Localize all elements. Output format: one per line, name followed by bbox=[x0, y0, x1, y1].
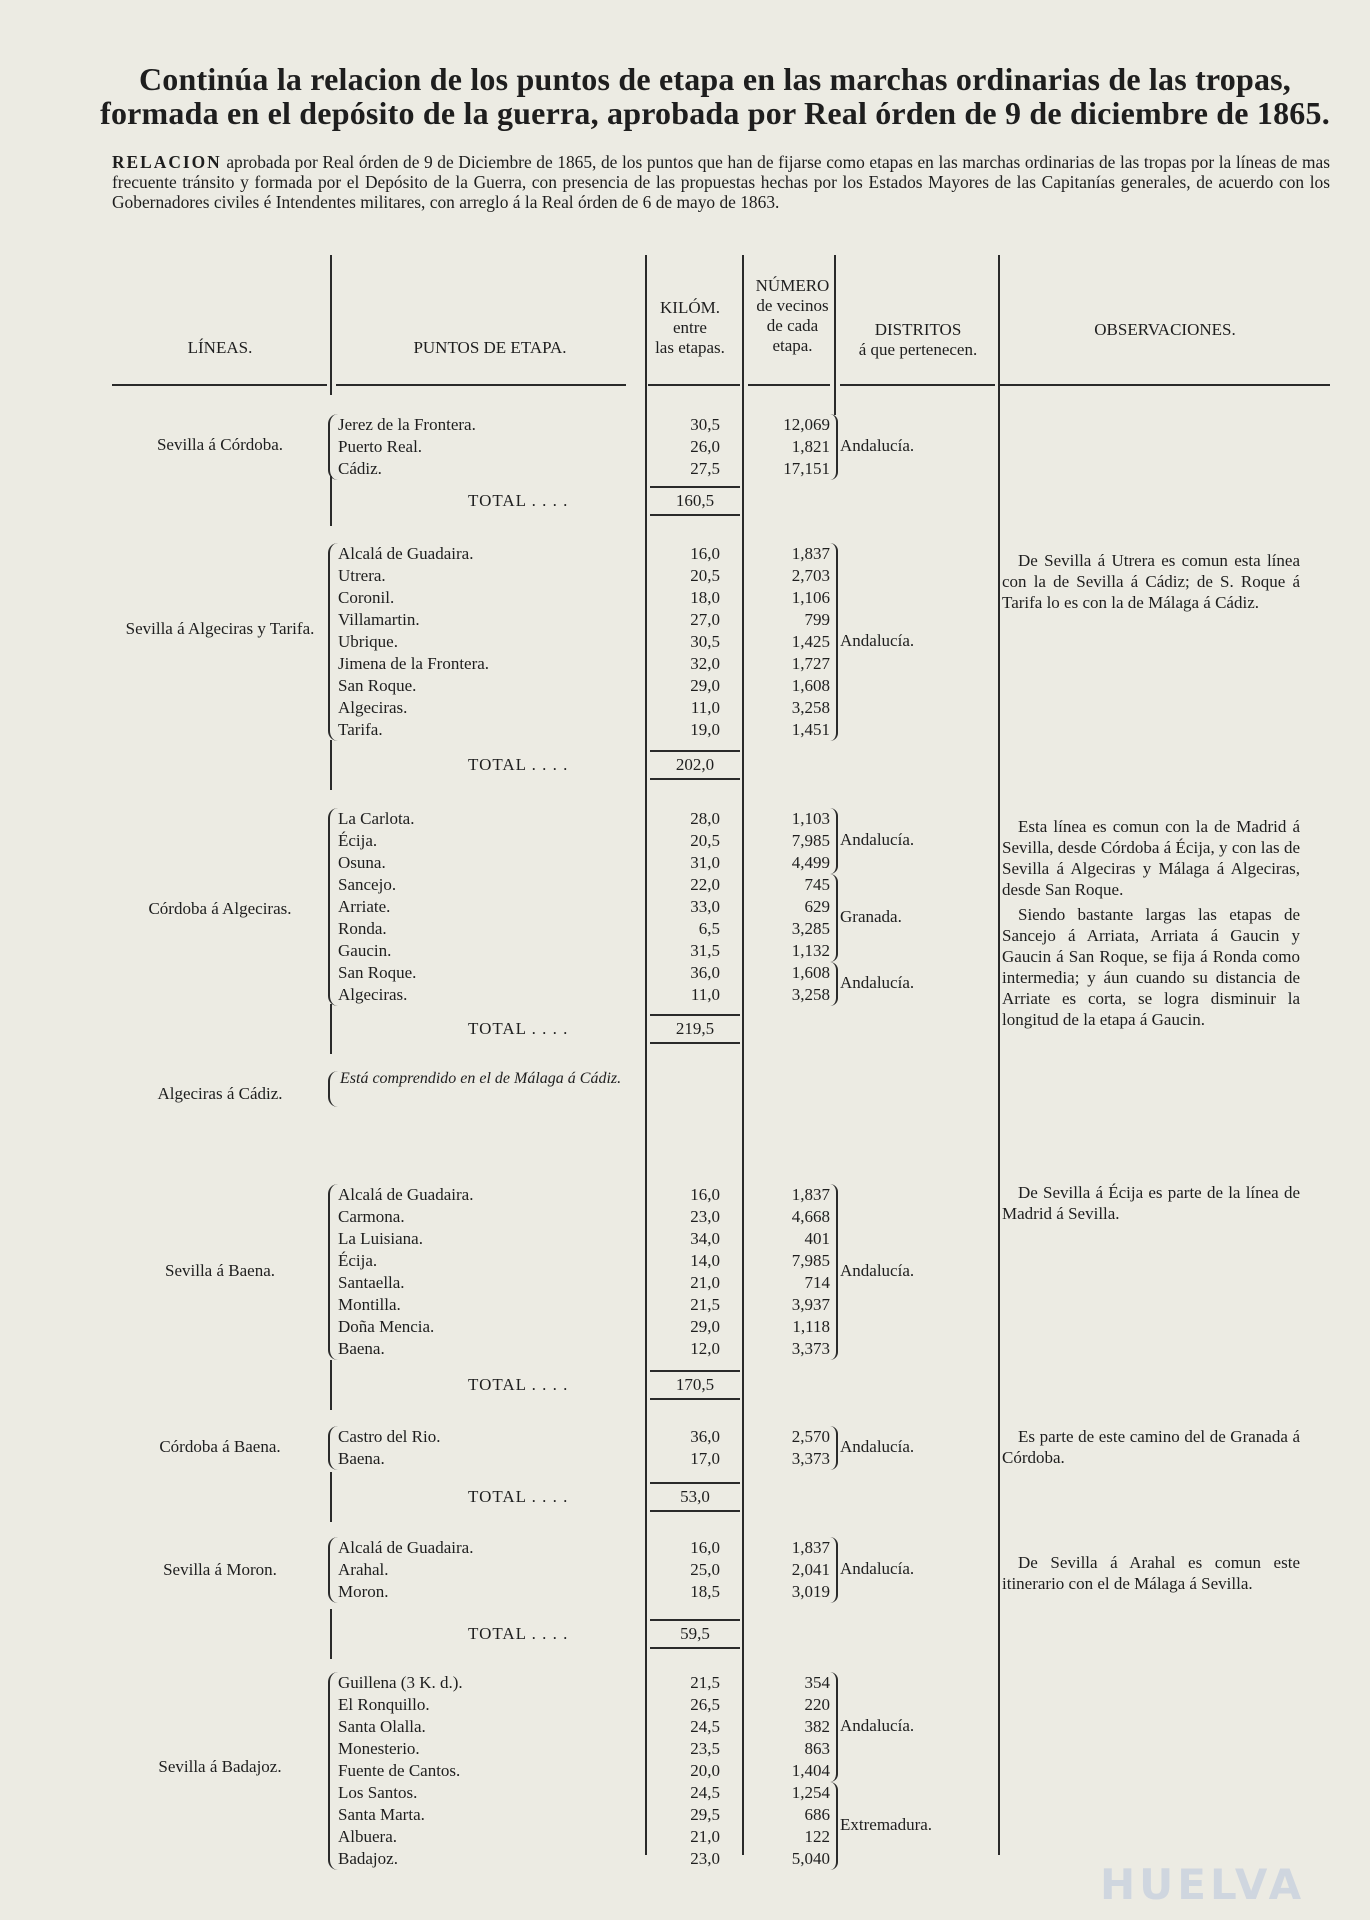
etapa-vecinos: 382 bbox=[804, 1717, 830, 1736]
etapa-km: 26,0 bbox=[690, 437, 720, 456]
line-name: Algeciras á Cádiz. bbox=[157, 1084, 283, 1103]
district-label: Extremadura. bbox=[840, 1815, 933, 1834]
district-label: Granada. bbox=[840, 907, 902, 926]
etapa-place: Ronda. bbox=[338, 919, 387, 938]
etapa-place: Alcalá de Guadaira. bbox=[338, 1185, 474, 1204]
etapa-vecinos: 3,937 bbox=[791, 1295, 830, 1314]
etapa-km: 20,5 bbox=[690, 831, 720, 850]
etapa-km: 23,0 bbox=[690, 1207, 720, 1226]
etapa-place: Tarifa. bbox=[338, 720, 383, 739]
total-divider bbox=[330, 1360, 332, 1410]
etapa-vecinos: 745 bbox=[804, 875, 830, 894]
etapa-vecinos: 1,837 bbox=[791, 1538, 830, 1557]
etapa-km: 29,0 bbox=[690, 1317, 720, 1336]
table-row bbox=[0, 1672, 1370, 1694]
etapa-km: 19,0 bbox=[690, 720, 720, 739]
etapa-km: 29,5 bbox=[690, 1805, 720, 1824]
etapa-place: Arriate. bbox=[338, 897, 391, 916]
right-brace bbox=[830, 1426, 838, 1470]
header-distritos-1: DISTRITOS bbox=[874, 320, 962, 339]
total-divider bbox=[330, 1004, 332, 1054]
district-label: Andalucía. bbox=[840, 436, 915, 455]
right-brace bbox=[830, 543, 838, 741]
table-row bbox=[0, 675, 1370, 697]
etapa-place: Gaucin. bbox=[338, 941, 392, 960]
table-row bbox=[0, 1294, 1370, 1316]
header-km-3: las etapas. bbox=[655, 338, 725, 357]
header-rule bbox=[336, 384, 626, 386]
etapa-place: La Luisiana. bbox=[338, 1229, 423, 1248]
total-rule bbox=[650, 1510, 740, 1512]
etapa-place: Moron. bbox=[338, 1582, 389, 1601]
etapa-vecinos: 220 bbox=[804, 1695, 830, 1714]
etapa-vecinos: 1,821 bbox=[791, 437, 830, 456]
total-divider bbox=[330, 476, 332, 526]
total-label: TOTAL . . . . bbox=[468, 1375, 569, 1394]
intro-lead: RELACION bbox=[112, 152, 222, 172]
total-divider bbox=[330, 1472, 332, 1522]
line-name: Córdoba á Algeciras. bbox=[148, 899, 292, 918]
etapa-vecinos: 1,608 bbox=[791, 963, 830, 982]
etapa-vecinos: 3,019 bbox=[791, 1582, 830, 1601]
total-value: 202,0 bbox=[675, 755, 715, 774]
header-puntos: PUNTOS DE ETAPA. bbox=[413, 338, 567, 357]
table-row bbox=[0, 414, 1370, 436]
etapa-vecinos: 1,106 bbox=[791, 588, 830, 607]
table-row bbox=[0, 1250, 1370, 1272]
line-name: Sevilla á Baena. bbox=[165, 1261, 275, 1280]
column-divider bbox=[330, 255, 332, 395]
line-name: Sevilla á Córdoba. bbox=[156, 435, 284, 454]
total-value: 160,5 bbox=[675, 491, 715, 510]
total-rule bbox=[650, 1014, 740, 1016]
header-lineas: LÍNEAS. bbox=[187, 338, 253, 357]
header-distritos bbox=[838, 320, 998, 360]
etapa-place: Cádiz. bbox=[338, 459, 382, 478]
header-km bbox=[645, 298, 735, 358]
right-brace bbox=[830, 414, 838, 480]
table-row bbox=[0, 631, 1370, 653]
watermark-stamp: HUELVA bbox=[1100, 1860, 1306, 1909]
table-row bbox=[0, 697, 1370, 719]
header-observaciones: OBSERVACIONES. bbox=[1094, 320, 1236, 339]
etapa-vecinos: 686 bbox=[804, 1805, 830, 1824]
line-name: Sevilla á Algeciras y Tarifa. bbox=[125, 619, 315, 638]
etapa-place: El Ronquillo. bbox=[338, 1695, 430, 1714]
etapa-vecinos: 4,499 bbox=[791, 853, 830, 872]
etapa-place: Los Santos. bbox=[338, 1783, 418, 1802]
etapa-vecinos: 1,451 bbox=[791, 720, 830, 739]
etapa-vecinos: 1,727 bbox=[791, 654, 830, 673]
etapa-vecinos: 2,041 bbox=[791, 1560, 830, 1579]
header-numero-3: de cada bbox=[766, 316, 819, 335]
district-label: Andalucía. bbox=[840, 1261, 915, 1280]
table-row bbox=[0, 1228, 1370, 1250]
observacion-text: De Sevilla á Arahal es comun este itinerario con el de Málaga á Sevilla. bbox=[1002, 1553, 1300, 1593]
etapa-km: 31,0 bbox=[690, 853, 720, 872]
etapa-place: Osuna. bbox=[338, 853, 386, 872]
header-numero bbox=[745, 276, 840, 356]
etapa-vecinos: 3,373 bbox=[791, 1339, 830, 1358]
etapa-place: Doña Mencia. bbox=[338, 1317, 435, 1336]
table-row bbox=[0, 1760, 1370, 1782]
etapa-place: Jimena de la Frontera. bbox=[338, 654, 490, 673]
observacion-text: De Sevilla á Utrera es comun esta línea con la de Sevilla á Cádiz; de S. Roque á Tarifa lo es con la de Málaga á Cádiz. bbox=[1002, 551, 1300, 612]
etapa-km: 20,5 bbox=[690, 566, 720, 585]
page-title: Continúa la relacion de los puntos de etapa en las marchas ordinarias de las tropas, formada en el depósito de la guerra, aprobada por Real órden de 9 de diciembre de 1865. bbox=[100, 61, 1330, 131]
etapa-km: 16,0 bbox=[690, 1538, 720, 1557]
etapa-place: Algeciras. bbox=[338, 985, 408, 1004]
table-row bbox=[0, 458, 1370, 480]
etapa-km: 11,0 bbox=[690, 698, 720, 717]
etapa-km: 24,5 bbox=[690, 1783, 720, 1802]
etapa-vecinos: 1,132 bbox=[791, 941, 830, 960]
line-name: Sevilla á Moron. bbox=[163, 1560, 277, 1579]
right-brace bbox=[830, 808, 838, 874]
etapa-place: Badajoz. bbox=[338, 1849, 398, 1868]
right-brace bbox=[830, 1782, 838, 1870]
total-divider bbox=[330, 740, 332, 790]
etapa-km: 11,0 bbox=[690, 985, 720, 1004]
etapa-place: Santa Marta. bbox=[338, 1805, 425, 1824]
header-numero-2: de vecinos bbox=[756, 296, 829, 315]
etapa-vecinos: 12,069 bbox=[783, 415, 830, 434]
column-divider bbox=[645, 255, 647, 1855]
etapa-vecinos: 5,040 bbox=[791, 1849, 830, 1868]
etapa-place: Santaella. bbox=[338, 1273, 405, 1292]
etapa-place: Ubrique. bbox=[338, 632, 398, 651]
etapa-vecinos: 1,608 bbox=[791, 676, 830, 695]
header-rule bbox=[840, 384, 995, 386]
district-label: Andalucía. bbox=[840, 1559, 915, 1578]
etapa-vecinos: 3,373 bbox=[791, 1449, 830, 1468]
etapa-place: Écija. bbox=[338, 1251, 378, 1270]
total-rule bbox=[650, 1619, 740, 1621]
district-label: Andalucía. bbox=[840, 830, 915, 849]
etapa-place: Guillena (3 K. d.). bbox=[338, 1673, 463, 1692]
total-rule bbox=[650, 1042, 740, 1044]
etapa-vecinos: 401 bbox=[804, 1229, 830, 1248]
right-brace bbox=[830, 874, 838, 962]
etapa-place: Castro del Rio. bbox=[338, 1427, 441, 1446]
etapa-vecinos: 17,151 bbox=[783, 459, 830, 478]
etapa-km: 16,0 bbox=[690, 1185, 720, 1204]
right-brace bbox=[830, 1184, 838, 1360]
table-row bbox=[0, 1316, 1370, 1338]
etapa-vecinos: 7,985 bbox=[791, 1251, 830, 1270]
district-label: Andalucía. bbox=[840, 973, 915, 992]
etapa-place: Baena. bbox=[338, 1339, 385, 1358]
etapa-place: Albuera. bbox=[338, 1827, 398, 1846]
etapa-vecinos: 1,425 bbox=[791, 632, 830, 651]
etapa-km: 26,5 bbox=[690, 1695, 720, 1714]
table-row bbox=[0, 436, 1370, 458]
etapa-km: 33,0 bbox=[690, 897, 720, 916]
etapa-km: 20,0 bbox=[690, 1761, 720, 1780]
etapa-km: 32,0 bbox=[690, 654, 720, 673]
etapa-km: 24,5 bbox=[690, 1717, 720, 1736]
etapa-vecinos: 1,254 bbox=[791, 1783, 830, 1802]
table-row bbox=[0, 653, 1370, 675]
etapa-km: 18,5 bbox=[690, 1582, 720, 1601]
table-row bbox=[0, 1716, 1370, 1738]
etapa-place: Arahal. bbox=[338, 1560, 389, 1579]
etapa-vecinos: 3,285 bbox=[791, 919, 830, 938]
etapa-vecinos: 3,258 bbox=[791, 985, 830, 1004]
etapa-place: Coronil. bbox=[338, 588, 395, 607]
line-name: Sevilla á Badajoz. bbox=[158, 1757, 282, 1776]
total-value: 59,5 bbox=[680, 1624, 710, 1643]
etapa-vecinos: 354 bbox=[804, 1673, 830, 1692]
total-rule bbox=[650, 514, 740, 516]
etapa-place: Carmona. bbox=[338, 1207, 405, 1226]
district-label: Andalucía. bbox=[840, 1437, 915, 1456]
total-rule bbox=[650, 486, 740, 488]
right-brace bbox=[830, 1537, 838, 1603]
etapa-vecinos: 1,404 bbox=[791, 1761, 830, 1780]
etapa-place: Utrera. bbox=[338, 566, 386, 585]
etapa-km: 21,5 bbox=[690, 1673, 720, 1692]
etapa-place: Fuente de Cantos. bbox=[338, 1761, 461, 1780]
total-label: TOTAL . . . . bbox=[468, 755, 569, 774]
table-row bbox=[0, 719, 1370, 741]
header-numero-1: NÚMERO bbox=[755, 276, 830, 295]
etapa-place: Algeciras. bbox=[338, 698, 408, 717]
etapa-km: 25,0 bbox=[690, 1560, 720, 1579]
etapa-vecinos: 863 bbox=[804, 1739, 830, 1758]
etapa-km: 30,5 bbox=[690, 632, 720, 651]
right-brace bbox=[830, 1672, 838, 1782]
total-rule bbox=[650, 750, 740, 752]
etapa-km: 16,0 bbox=[690, 544, 720, 563]
etapa-km: 30,5 bbox=[690, 415, 720, 434]
etapa-place: Sancejo. bbox=[338, 875, 397, 894]
etapa-place: San Roque. bbox=[338, 676, 417, 695]
etapa-vecinos: 2,703 bbox=[791, 566, 830, 585]
etapa-vecinos: 122 bbox=[804, 1827, 830, 1846]
total-rule bbox=[650, 1482, 740, 1484]
etapa-vecinos: 1,118 bbox=[792, 1317, 830, 1336]
total-label: TOTAL . . . . bbox=[468, 1487, 569, 1506]
intro-paragraph bbox=[112, 152, 1330, 212]
table-row bbox=[0, 1804, 1370, 1826]
etapa-vecinos: 2,570 bbox=[791, 1427, 830, 1446]
header-rule bbox=[112, 384, 327, 386]
table-row bbox=[0, 1738, 1370, 1760]
header-distritos-2: á que pertenecen. bbox=[858, 340, 978, 359]
left-brace bbox=[328, 1071, 338, 1107]
observacion-text-2: Siendo bastante largas las etapas de Sancejo á Arriata, Arriata á Gaucin y Gaucin á San Roque, se fija á Ronda como intermedia; y áun cuando su distancia de Arriate es corta, se logra disminuir la longitud de la etapa á Gaucin. bbox=[1002, 905, 1300, 1029]
observacion-text: De Sevilla á Écija es parte de la línea de Madrid á Sevilla. bbox=[1002, 1183, 1300, 1223]
total-value: 170,5 bbox=[675, 1375, 715, 1394]
etapa-km: 21,0 bbox=[690, 1273, 720, 1292]
table-row bbox=[0, 1782, 1370, 1804]
etapa-vecinos: 799 bbox=[804, 610, 830, 629]
etapa-place: Montilla. bbox=[338, 1295, 401, 1314]
etapa-place: Monesterio. bbox=[338, 1739, 420, 1758]
etapa-km: 27,5 bbox=[690, 459, 720, 478]
etapa-vecinos: 3,258 bbox=[791, 698, 830, 717]
etapa-km: 21,0 bbox=[690, 1827, 720, 1846]
table-row bbox=[0, 1694, 1370, 1716]
total-label: TOTAL . . . . bbox=[468, 491, 569, 510]
header-rule bbox=[1000, 384, 1330, 386]
etapa-km: 36,0 bbox=[690, 963, 720, 982]
column-divider bbox=[998, 255, 1000, 1855]
etapa-place: Alcalá de Guadaira. bbox=[338, 1538, 474, 1557]
etapa-km: 6,5 bbox=[698, 919, 720, 938]
etapa-km: 14,0 bbox=[690, 1251, 720, 1270]
etapa-km: 12,0 bbox=[690, 1339, 720, 1358]
column-divider bbox=[834, 255, 836, 415]
etapa-place: Santa Olalla. bbox=[338, 1717, 426, 1736]
total-value: 219,5 bbox=[675, 1019, 715, 1038]
intro-text: aprobada por Real órden de 9 de Diciembre de 1865, de los puntos que han de fijarse como etapas en las marchas ordinarias de las tropas por la líneas de mas frecuente tránsito y formada por el Depósito de la Guerra, con presencia de las propuestas hechas por los Estados Mayores de las Capitanías generales, de acuerdo con los Gobernadores civiles é Intendentes militares, con arreglo á la Real órden de 6 de mayo de 1863. bbox=[112, 152, 1330, 212]
etapa-place: La Carlota. bbox=[338, 809, 415, 828]
total-value: 53,0 bbox=[680, 1487, 710, 1506]
etapa-km: 23,0 bbox=[690, 1849, 720, 1868]
etapa-km: 22,0 bbox=[690, 875, 720, 894]
etapa-vecinos: 714 bbox=[804, 1273, 830, 1292]
header-rule bbox=[748, 384, 830, 386]
total-rule bbox=[650, 778, 740, 780]
etapa-vecinos: 1,837 bbox=[791, 544, 830, 563]
etapa-km: 17,0 bbox=[690, 1449, 720, 1468]
etapa-vecinos: 4,668 bbox=[791, 1207, 830, 1226]
etapa-vecinos: 1,103 bbox=[791, 809, 830, 828]
etapa-km: 18,0 bbox=[690, 588, 720, 607]
total-divider bbox=[330, 1609, 332, 1659]
district-label: Andalucía. bbox=[840, 631, 915, 650]
etapa-place: Jerez de la Frontera. bbox=[338, 415, 476, 434]
total-rule bbox=[650, 1647, 740, 1649]
etapa-place: Villamartin. bbox=[338, 610, 420, 629]
header-km-1: KILÓM. bbox=[660, 298, 720, 317]
etapa-km: 21,5 bbox=[690, 1295, 720, 1314]
etapa-place: Écija. bbox=[338, 831, 378, 850]
total-label: TOTAL . . . . bbox=[468, 1624, 569, 1643]
header-numero-4: etapa. bbox=[772, 336, 813, 355]
line-name: Córdoba á Baena. bbox=[159, 1437, 281, 1456]
etapa-km: 36,0 bbox=[690, 1427, 720, 1446]
etapa-vecinos: 7,985 bbox=[791, 831, 830, 850]
header-km-2: entre bbox=[673, 318, 707, 337]
column-divider bbox=[742, 255, 744, 1855]
table-row bbox=[0, 1338, 1370, 1360]
etapa-vecinos: 1,837 bbox=[791, 1185, 830, 1204]
etapa-km: 27,0 bbox=[690, 610, 720, 629]
total-rule bbox=[650, 1370, 740, 1372]
etapa-km: 23,5 bbox=[690, 1739, 720, 1758]
total-rule bbox=[650, 1398, 740, 1400]
header-rule bbox=[648, 384, 740, 386]
etapa-vecinos: 629 bbox=[804, 897, 830, 916]
table-row bbox=[0, 1272, 1370, 1294]
district-label: Andalucía. bbox=[840, 1716, 915, 1735]
table-row bbox=[0, 1826, 1370, 1848]
total-label: TOTAL . . . . bbox=[468, 1019, 569, 1038]
observacion-text: Esta línea es comun con la de Madrid á Sevilla, desde Córdoba á Écija, y con las de Sevilla á Algeciras y Málaga á Algeciras, desde San Roque. bbox=[1002, 817, 1300, 899]
etapa-place: Puerto Real. bbox=[338, 437, 423, 456]
etapa-km: 28,0 bbox=[690, 809, 720, 828]
etapa-km: 29,0 bbox=[690, 676, 720, 695]
observacion-text: Es parte de este camino del de Granada á Córdoba. bbox=[1002, 1427, 1300, 1467]
etapa-place: San Roque. bbox=[338, 963, 417, 982]
etapa-place: Alcalá de Guadaira. bbox=[338, 544, 474, 563]
etapa-km: 34,0 bbox=[690, 1229, 720, 1248]
etapa-place: Baena. bbox=[338, 1449, 385, 1468]
etapa-km: 31,5 bbox=[690, 941, 720, 960]
right-brace bbox=[830, 962, 838, 1006]
section-note: Está comprendido en el de Málaga á Cádiz. bbox=[340, 1070, 622, 1087]
